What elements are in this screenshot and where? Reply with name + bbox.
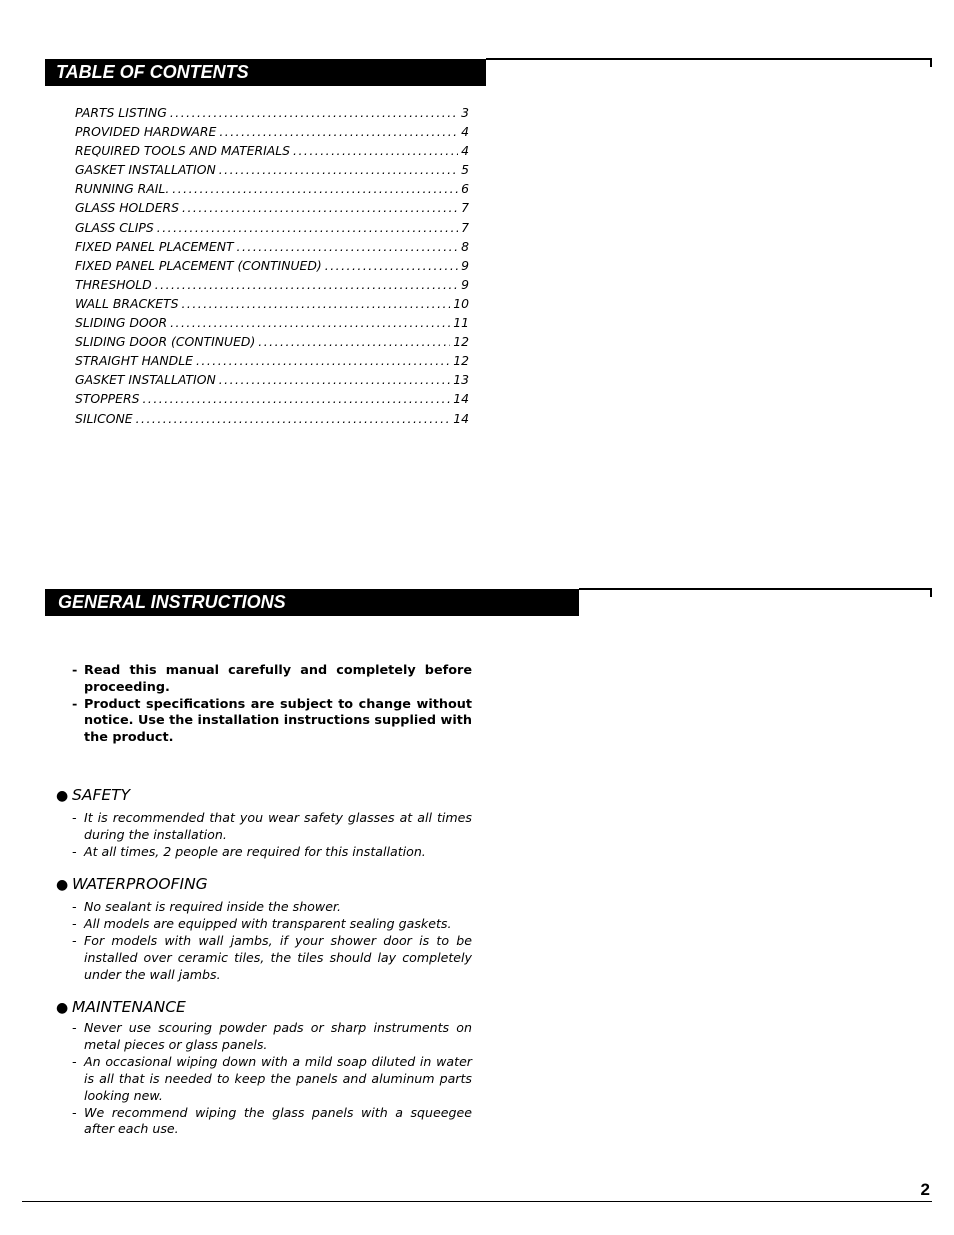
toc-header-rule-end — [930, 58, 932, 67]
general-item: - Product specifications are subject to change without notice. Use the installation instructions supplied with the product. — [72, 697, 472, 747]
waterproofing-list — [72, 899, 472, 984]
toc-entry — [75, 218, 469, 237]
toc-entry-title: SILICONE — [75, 410, 133, 426]
waterproofing-item: - No sealant is required inside the shower. — [72, 899, 472, 916]
toc-dot-leader — [142, 389, 450, 408]
toc-heading: TABLE OF CONTENTS — [45, 59, 486, 86]
toc-entry-page: 12 — [453, 353, 469, 369]
toc-entry — [75, 370, 469, 389]
toc-dot-leader — [325, 256, 458, 275]
toc-entry — [75, 389, 469, 408]
waterproofing-heading — [56, 874, 208, 895]
general-item: - Read this manual carefully and completely before proceeding. — [72, 663, 472, 697]
toc-dot-leader — [172, 179, 458, 198]
maintenance-heading — [56, 997, 186, 1018]
toc-list — [75, 103, 469, 428]
toc-dot-leader — [136, 409, 451, 428]
safety-item: - It is recommended that you wear safety glasses at all times during the installation. — [72, 810, 472, 844]
toc-dot-leader — [157, 218, 458, 237]
safety-item: - At all times, 2 people are required for this installation. — [72, 844, 472, 861]
toc-entry-title: GLASS HOLDERS — [75, 200, 180, 216]
toc-entry-title: THRESHOLD — [75, 276, 152, 292]
toc-entry-page: 6 — [461, 181, 469, 197]
toc-entry — [75, 160, 469, 179]
toc-entry-page: 11 — [453, 315, 469, 331]
toc-dot-leader — [219, 160, 458, 179]
toc-entry-page: 7 — [461, 219, 469, 235]
maintenance-item: - Never use scouring powder pads or sharp instruments on metal pieces or glass panels. — [72, 1020, 472, 1054]
toc-entry-page: 4 — [461, 124, 469, 140]
toc-entry-page: 8 — [461, 238, 469, 254]
toc-entry-title: SLIDING DOOR (CONTINUED) — [75, 334, 256, 350]
toc-entry-title: GASKET INSTALLATION — [75, 372, 216, 388]
toc-entry — [75, 141, 469, 160]
safety-heading — [56, 785, 130, 806]
general-header-rule — [579, 588, 932, 590]
toc-dot-leader — [237, 237, 458, 256]
toc-entry-title: STRAIGHT HANDLE — [75, 353, 193, 369]
toc-entry-page: 14 — [453, 410, 469, 426]
toc-entry — [75, 103, 469, 122]
toc-entry-page: 3 — [461, 105, 469, 120]
toc-entry — [75, 198, 469, 217]
toc-entry — [75, 313, 469, 332]
toc-dot-leader — [293, 141, 458, 160]
maintenance-item: - We recommend wiping the glass panels with a squeegee after each use. — [72, 1105, 472, 1139]
toc-entry — [75, 122, 469, 141]
waterproofing-heading-label: WATERPROOFING — [72, 875, 208, 893]
toc-entry-title: PARTS LISTING — [75, 105, 167, 120]
toc-dot-leader — [181, 294, 450, 313]
toc-entry — [75, 237, 469, 256]
footer-rule — [22, 1201, 932, 1202]
toc-header-rule — [486, 58, 932, 60]
maintenance-item: - An occasional wiping down with a mild soap diluted in water is all that is needed to keep the panels and aluminum parts looking new. — [72, 1054, 472, 1105]
maintenance-heading-label: MAINTENANCE — [72, 998, 186, 1016]
toc-entry-title: RUNNING RAIL. — [75, 181, 170, 197]
toc-entry — [75, 351, 469, 370]
toc-entry — [75, 294, 469, 313]
toc-entry — [75, 179, 469, 198]
toc-entry-page: 5 — [461, 162, 469, 178]
toc-entry — [75, 275, 469, 294]
toc-entry-page: 14 — [453, 391, 469, 407]
toc-dot-leader — [170, 313, 450, 332]
bullet-icon: ● — [56, 788, 69, 804]
toc-entry — [75, 332, 469, 351]
toc-entry-page: 13 — [453, 372, 469, 388]
toc-entry-page: 9 — [461, 257, 469, 273]
general-instructions-list — [72, 663, 472, 747]
toc-entry-title: STOPPERS — [75, 391, 140, 407]
toc-entry-title: GLASS CLIPS — [75, 219, 154, 235]
page-number: 2 — [920, 1180, 930, 1199]
toc-entry-page: 10 — [453, 295, 469, 311]
toc-entry-title: REQUIRED TOOLS AND MATERIALS — [75, 143, 291, 159]
toc-dot-leader — [219, 122, 458, 141]
toc-dot-leader — [155, 275, 458, 294]
bullet-icon: ● — [56, 1000, 69, 1016]
toc-entry-title: GASKET INSTALLATION — [75, 162, 216, 178]
toc-entry-title: FIXED PANEL PLACEMENT — [75, 238, 234, 254]
toc-entry-page: 9 — [461, 276, 469, 292]
waterproofing-item: - For models with wall jambs, if your shower door is to be installed over ceramic tiles, the tiles should lay completely under the wall jambs. — [72, 933, 472, 984]
toc-entry-title: WALL BRACKETS — [75, 295, 179, 311]
general-instructions-heading: GENERAL INSTRUCTIONS — [45, 589, 579, 616]
toc-entry-page: 4 — [461, 143, 469, 159]
toc-entry-title: PROVIDED HARDWARE — [75, 124, 217, 140]
toc-dot-leader — [182, 198, 458, 217]
general-header-rule-end — [930, 588, 932, 597]
toc-entry — [75, 409, 469, 428]
bullet-icon: ● — [56, 877, 69, 893]
toc-entry-page: 7 — [461, 200, 469, 216]
toc-entry-page: 12 — [453, 334, 469, 350]
safety-heading-label: SAFETY — [72, 786, 131, 804]
toc-dot-leader — [196, 351, 450, 370]
toc-dot-leader — [170, 103, 458, 122]
safety-list — [72, 810, 472, 861]
waterproofing-item: - All models are equipped with transparent sealing gaskets. — [72, 916, 472, 933]
toc-entry-title: SLIDING DOOR — [75, 315, 168, 331]
maintenance-list — [72, 1020, 472, 1138]
toc-entry-title: FIXED PANEL PLACEMENT (CONTINUED) — [75, 257, 322, 273]
toc-dot-leader — [258, 332, 450, 351]
toc-dot-leader — [219, 370, 450, 389]
toc-entry — [75, 256, 469, 275]
